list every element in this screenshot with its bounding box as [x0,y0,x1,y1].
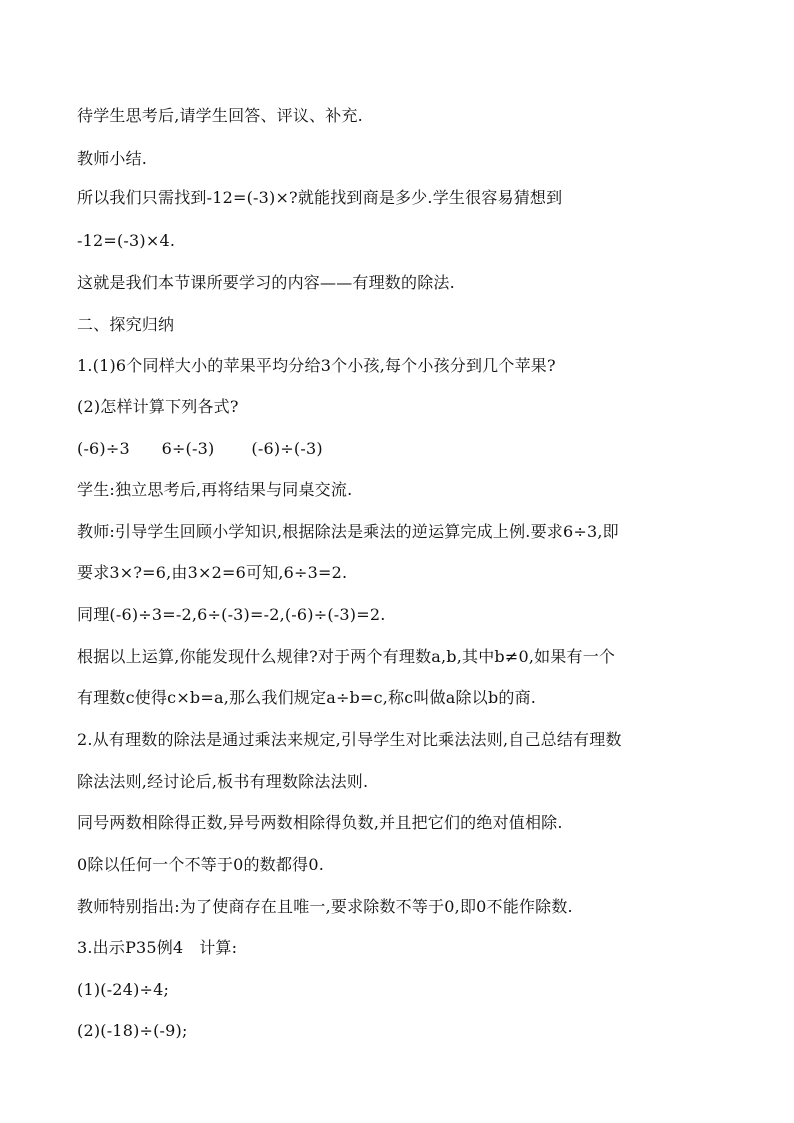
text-line: 所以我们只需找到-12=(-3)×?就能找到商是多少.学生很容易猜想到 [77,188,563,207]
text-line: 教师:引导学生回顾小学知识,根据除法是乘法的逆运算完成上例.要求6÷3,即 [77,522,619,541]
formula-line: (-6)÷3 6÷(-3) (-6)÷(-3) [77,439,323,458]
text-line: 1.(1)6个同样大小的苹果平均分给3个小孩,每个小孩分到几个苹果? [77,356,556,375]
text-line: 3.出示P35例4 计算: [77,938,238,957]
text-line: (2)怎样计算下列各式? [77,397,239,416]
section-heading: 二、探究归纳 [77,315,175,334]
text-line: -12=(-3)×4. [77,231,176,250]
formula-line: (2)(-18)÷(-9); [77,1021,188,1040]
text-line: 0除以任何一个不等于0的数都得0. [77,855,325,874]
formula-line: (1)(-24)÷4; [77,980,170,999]
text-line: 要求3×?=6,由3×2=6可知,6÷3=2. [77,563,348,582]
text-line: 学生:独立思考后,再将结果与同桌交流. [77,480,353,499]
text-line: 同号两数相除得正数,异号两数相除得负数,并且把它们的绝对值相除. [77,813,563,832]
text-line: 教师特别指出:为了使商存在且唯一,要求除数不等于0,即0不能作除数. [77,897,573,916]
text-line: 这就是我们本节课所要学习的内容——有理数的除法. [77,273,455,292]
text-line: 教师小结. [77,149,148,168]
text-line: 同理(-6)÷3=-2,6÷(-3)=-2,(-6)÷(-3)=2. [77,605,386,624]
text-line: 根据以上运算,你能发现什么规律?对于两个有理数a,b,其中b≠0,如果有一个 [77,647,616,666]
text-line: 2.从有理数的除法是通过乘法来规定,引导学生对比乘法法则,自己总结有理数 [77,730,622,749]
text-line: 有理数c使得c×b=a,那么我们规定a÷b=c,称c叫做a除以b的商. [77,688,537,707]
text-line: 待学生思考后,请学生回答、评议、补充. [77,106,363,125]
text-line: 除法法则,经讨论后,板书有理数除法法则. [77,772,369,791]
